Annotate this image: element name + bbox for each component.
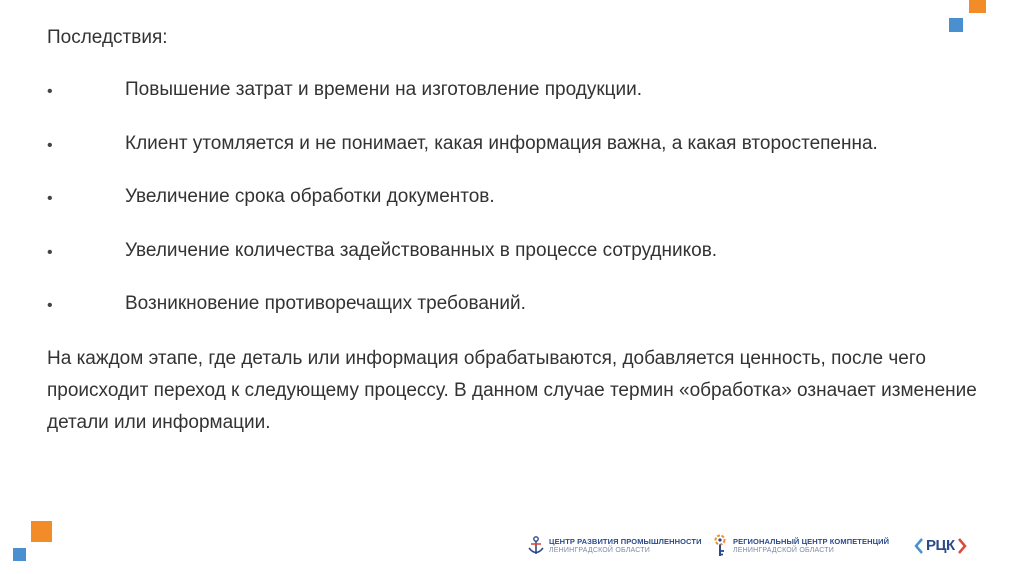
gear-key-emblem-icon [712, 534, 728, 558]
bullet-text: Возникновение противоречащих требований. [125, 293, 526, 314]
decor-square-orange-bottom [31, 521, 52, 542]
bullet-text: Увеличение срока обработки документов. [125, 186, 495, 207]
bullet-text: Увеличение количества задействованных в процессе сотрудников. [125, 239, 718, 261]
chevrons-icon [914, 537, 924, 555]
bullet-list [47, 78, 987, 346]
chevrons-icon [957, 537, 967, 555]
bullet-text: Повышение затрат и времени на изготовление продукции. [125, 79, 643, 100]
logo-title: ЦЕНТР РАЗВИТИЯ ПРОМЫШЛЕННОСТИ [549, 537, 702, 546]
logo-subtitle: ЛЕНИНГРАДСКОЙ ОБЛАСТИ [549, 547, 650, 554]
list-item [47, 78, 987, 132]
list-item [47, 185, 987, 239]
decor-square-orange-top [969, 0, 986, 13]
anchor-emblem-icon [527, 535, 545, 557]
list-item [47, 132, 987, 186]
body-paragraph: На каждом этапе, где деталь или информация обрабатываются, добавляется ценность, после чего происходит переход к следующему процессу. В данном случае термин «обработка» означает изменение детали или информации. [47, 348, 977, 433]
logo-regional-competence-center [712, 534, 889, 558]
list-item [47, 239, 987, 293]
bullet-dot: • [47, 297, 53, 314]
decor-square-blue-bottom [13, 548, 26, 561]
logo-rck [914, 536, 967, 556]
decor-square-blue-top [949, 18, 963, 32]
logo-rck-text: РЦК [926, 537, 955, 554]
logo-text [733, 537, 889, 555]
list-item [47, 292, 987, 346]
logo-industry-development-center [527, 535, 702, 557]
bullet-dot: • [47, 190, 53, 207]
logo-subtitle: ЛЕНИНГРАДСКОЙ ОБЛАСТИ [733, 547, 834, 554]
logo-title: РЕГИОНАЛЬНЫЙ ЦЕНТР КОМПЕТЕНЦИЙ [733, 537, 890, 546]
bullet-dot: • [47, 243, 53, 261]
bullet-dot: • [47, 83, 53, 100]
heading: Последствия: [47, 27, 168, 48]
logo-text [549, 537, 702, 555]
bullet-text: Клиент утомляется и не понимает, какая информация важна, а какая второстепенна. [125, 132, 878, 154]
bullet-dot: • [47, 136, 53, 154]
